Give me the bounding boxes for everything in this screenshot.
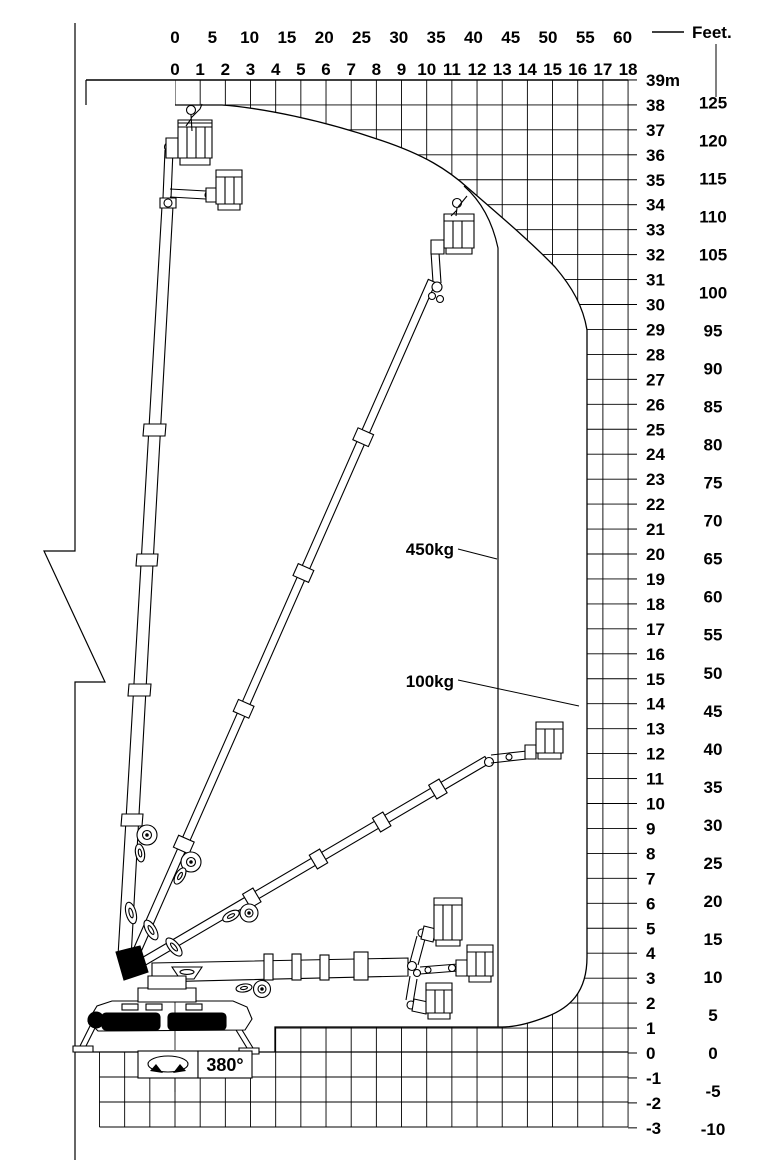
- axis-tick-label: 7: [646, 869, 656, 889]
- axis-tick-label: 20: [703, 891, 723, 911]
- axis-tick-label: -5: [705, 1082, 721, 1102]
- axis-tick-label: 35: [646, 170, 665, 190]
- axis-tick-label: 19: [646, 569, 665, 589]
- axis-tick-label: 33: [646, 220, 665, 240]
- axis-tick-label: 27: [646, 370, 665, 390]
- axis-tick-label: 70: [703, 511, 723, 531]
- axis-tick-label: 2: [220, 60, 231, 79]
- axis-tick-label: 30: [646, 295, 665, 315]
- axis-tick-label: 1: [646, 1019, 656, 1039]
- axis-tick-label: 12: [467, 60, 487, 79]
- axis-tick-label: 13: [492, 60, 512, 79]
- axis-tick-label: 26: [646, 395, 665, 415]
- axis-tick-label: 17: [646, 619, 665, 639]
- axis-tick-label: 50: [703, 663, 723, 683]
- axis-tick-label: 21: [646, 520, 665, 540]
- axis-tick-label: 80: [703, 435, 723, 455]
- axis-tick-label: 4: [646, 944, 656, 964]
- axis-tick-label: 55: [575, 28, 595, 47]
- axis-tick-label: 90: [703, 359, 723, 379]
- axis-tick-label: 28: [646, 345, 665, 365]
- axis-tick-label: 125: [698, 93, 728, 113]
- axis-tick-label: 3: [646, 969, 656, 989]
- right-axis-ticks: [628, 80, 637, 1128]
- axis-tick-label: -2: [646, 1093, 662, 1113]
- axis-tick-label: 0: [170, 28, 180, 47]
- axis-tick-label: -10: [700, 1120, 726, 1140]
- axis-tick-label: 5: [296, 60, 306, 79]
- axis-tick-label: 5: [207, 28, 218, 47]
- axis-tick-label: 11: [442, 60, 461, 79]
- axis-tick-label: 13: [646, 719, 665, 739]
- axis-tick-label: 35: [426, 28, 446, 47]
- axis-tick-label: 12: [646, 744, 665, 764]
- axis-tick-label: 55: [703, 625, 723, 645]
- axis-tick-label: 85: [703, 397, 723, 417]
- axis-tick-label: 50: [538, 28, 558, 47]
- basket-low-down: [426, 983, 452, 1013]
- axis-tick-label: 14: [646, 694, 665, 714]
- axis-tick-label: 6: [646, 894, 656, 914]
- axis-tick-label: 1: [195, 60, 205, 79]
- rotation-label: 380°: [206, 1055, 244, 1075]
- rotation-legend: [138, 1051, 252, 1078]
- basket-low-level: [467, 945, 493, 976]
- axis-tick-label: 32: [646, 245, 665, 265]
- axis-tick-label: 120: [698, 131, 728, 151]
- axis-tick-label: 110: [699, 207, 727, 227]
- axis-tick-label: 10: [703, 967, 723, 987]
- axis-tick-label: 0: [646, 1044, 656, 1063]
- basket-upper-right: [216, 170, 242, 204]
- axis-tick-label: 39m: [646, 70, 681, 90]
- axis-tick-label: -3: [646, 1118, 662, 1138]
- axis-tick-label: 17: [593, 60, 613, 79]
- axis-tick-label: 6: [321, 60, 331, 79]
- axis-tick-label: 15: [703, 929, 723, 949]
- axis-tick-label: 18: [646, 594, 665, 614]
- axis-tick-label: 3: [245, 60, 256, 79]
- axis-tick-label: 20: [646, 545, 665, 564]
- axis-tick-label: 25: [352, 28, 371, 47]
- axis-tick-label: 95: [703, 321, 723, 341]
- axis-tick-label: 60: [613, 28, 633, 47]
- axis-tick-label: 18: [618, 60, 638, 79]
- axis-tick-label: 37: [646, 120, 665, 140]
- capacity-100-label: 100kg: [405, 672, 454, 691]
- axis-tick-label: 20: [314, 28, 334, 47]
- axis-tick-label: 22: [646, 495, 665, 515]
- axis-tick-label: 0: [170, 60, 180, 79]
- axis-tick-label: 9: [646, 819, 656, 839]
- axis-tick-label: 40: [463, 28, 483, 47]
- axis-tick-label: 16: [568, 60, 588, 79]
- capacity-450-label: 450kg: [405, 540, 454, 559]
- axis-tick-label: 45: [501, 28, 521, 47]
- axis-tick-label: 25: [703, 853, 723, 873]
- top-axis-feet-labels: [170, 28, 632, 47]
- axis-tick-label: 45: [703, 701, 723, 721]
- axis-tick-label: 38: [646, 95, 665, 115]
- axis-tick-label: 30: [389, 28, 409, 47]
- axis-tick-label: 14: [517, 60, 537, 79]
- top-axis-meter-labels: [170, 60, 637, 79]
- axis-tick-label: 115: [699, 169, 727, 189]
- axis-tick-label: 105: [698, 245, 728, 265]
- axis-tick-label: 65: [703, 549, 723, 569]
- basket-top: [178, 120, 212, 158]
- axis-tick-label: 24: [646, 445, 665, 465]
- axis-tick-label: 10: [240, 28, 260, 47]
- axis-tick-label: 75: [703, 473, 723, 493]
- axis-tick-label: 8: [646, 844, 656, 864]
- axis-tick-label: 30: [703, 815, 723, 835]
- axis-tick-label: 35: [703, 777, 723, 797]
- basket-mid-reach: [536, 722, 563, 753]
- axis-tick-label: 23: [646, 470, 665, 490]
- right-axis-feet-labels: [699, 93, 727, 1139]
- axis-tick-label: 31: [646, 270, 665, 290]
- axis-tick-label: 60: [703, 587, 723, 607]
- axis-tick-label: 4: [270, 60, 281, 79]
- axis-tick-label: 10: [646, 794, 665, 814]
- right-axis-meter-labels: [646, 71, 680, 1138]
- basket-high-reach: [444, 214, 474, 248]
- axis-tick-label: 9: [396, 60, 407, 79]
- basket-low-up: [434, 898, 462, 940]
- axis-tick-label: 7: [346, 60, 356, 79]
- axis-tick-label: 16: [646, 644, 665, 664]
- axis-tick-label: 5: [708, 1005, 718, 1025]
- axis-tick-label: 0: [708, 1044, 718, 1063]
- axis-tick-label: 8: [371, 60, 382, 79]
- axis-tick-label: 36: [646, 145, 665, 165]
- axis-tick-label: 29: [646, 320, 665, 340]
- axis-tick-label: 15: [543, 60, 563, 79]
- feet-unit-title: Feet.: [692, 23, 732, 42]
- axis-tick-label: 25: [646, 420, 665, 440]
- axis-tick-label: 15: [277, 28, 297, 47]
- axis-tick-label: -1: [646, 1068, 662, 1088]
- axis-tick-label: 34: [646, 195, 665, 215]
- axis-tick-label: 5: [646, 919, 656, 939]
- axis-tick-label: 100: [698, 283, 728, 303]
- axis-tick-label: 2: [646, 994, 656, 1014]
- axis-tick-label: 15: [646, 669, 665, 689]
- axis-tick-label: 11: [646, 769, 664, 789]
- axis-tick-label: 40: [703, 739, 723, 759]
- axis-tick-label: 10: [417, 60, 437, 79]
